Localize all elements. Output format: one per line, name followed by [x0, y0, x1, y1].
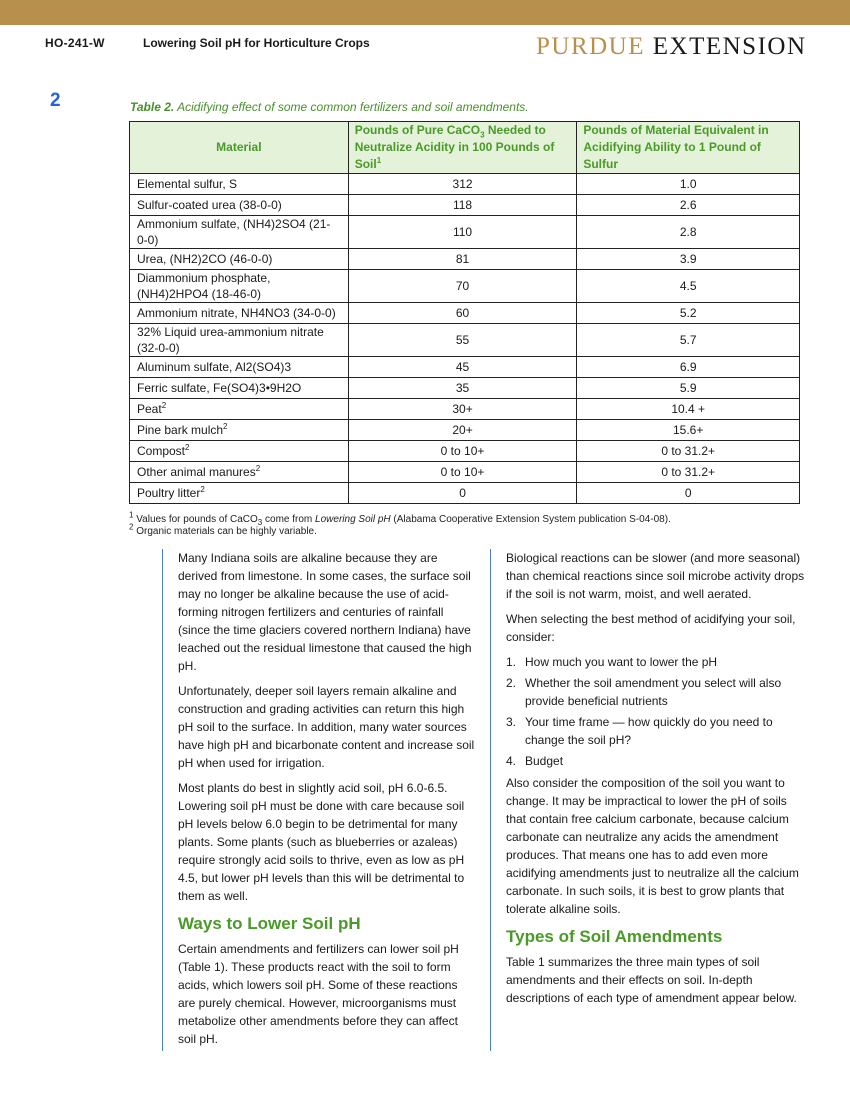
- material-label: Diammonium phosphate, (NH4)2HPO4 (18-46-0): [137, 271, 271, 301]
- footnote1-italic: Lowering Soil pH: [315, 514, 391, 525]
- right-column: [490, 549, 805, 1051]
- footnote-ref: 2: [185, 443, 190, 452]
- table-row: [130, 357, 800, 378]
- list-item: [506, 713, 805, 749]
- table-row: [130, 378, 800, 399]
- list-number: 1.: [506, 655, 517, 669]
- cell-material: [130, 462, 349, 483]
- paragraph: When selecting the best method of acidifying your soil, consider:: [506, 612, 796, 644]
- material-label: Aluminum sulfate, Al2(SO4)3: [137, 360, 292, 374]
- cell-sulfur: 1.0: [577, 174, 800, 195]
- cell-sulfur: 5.7: [577, 324, 800, 357]
- material-label: Other animal manures: [137, 465, 256, 479]
- list-text: How much you want to lower the pH: [525, 655, 718, 669]
- table-footnote-2: $^2$ Organic materials can be highly variable.: [129, 522, 317, 537]
- list-number: 4.: [506, 754, 517, 768]
- header-caco3-a: Pounds of Pure CaCO: [354, 123, 481, 137]
- table-row: [130, 483, 800, 504]
- section-heading: Types of Soil Amendments: [506, 927, 723, 946]
- acidifying-effect-table: [129, 121, 800, 504]
- material-label: Urea, (NH2)2CO (46-0-0): [137, 252, 273, 266]
- table-caption-label: Table 2.: [130, 100, 175, 114]
- cell-sulfur: 10.4 +: [577, 399, 800, 420]
- header-material: Material: [130, 122, 349, 174]
- header-caco3-sub: 3: [480, 130, 485, 140]
- cell-material: [130, 378, 349, 399]
- considerations-list: [506, 653, 805, 770]
- cell-caco3: 110: [348, 216, 577, 249]
- brand-secondary: EXTENSION: [652, 33, 807, 60]
- cell-sulfur: 6.9: [577, 357, 800, 378]
- cell-material: [130, 420, 349, 441]
- footnote2-text: Organic materials can be highly variable.: [136, 526, 317, 537]
- paragraph: Many Indiana soils are alkaline because they are derived from limestone. In some cases, the surface soil may no longer be alkaline because the use of acid-forming nitrogen fertilizers and centuries of rainfall (since the time glaciers covered northern Indiana) have leached out the residual limestone that caused the high pH.: [178, 551, 472, 673]
- cell-material: [130, 174, 349, 195]
- cell-caco3: 70: [348, 270, 577, 303]
- material-label: Elemental sulfur, S: [137, 177, 238, 191]
- table-footnote-1: $^1$ Values for pounds of CaCO$_3$ come from Lowering Soil pH (Alabama Cooperative Extension System publication S-04-08).: [129, 510, 671, 527]
- cell-caco3: 55: [348, 324, 577, 357]
- cell-material: [130, 399, 349, 420]
- table-row: [130, 249, 800, 270]
- list-number: 2.: [506, 676, 517, 690]
- footnote1-c: (Alabama Cooperative Extension System publication S-04-08).: [390, 514, 671, 525]
- cell-sulfur: 0 to 31.2+: [577, 462, 800, 483]
- table-row: [130, 324, 800, 357]
- cell-caco3: 35: [348, 378, 577, 399]
- cell-sulfur: 4.5: [577, 270, 800, 303]
- cell-caco3: 81: [348, 249, 577, 270]
- paragraph: Certain amendments and fertilizers can lower soil pH (Table 1). These products react with the soil to form acids, which lowers soil pH. Some of these reactions are purely chemical. However, microorganisms must metabolize other amendments before they can affect soil pH.: [178, 942, 459, 1046]
- material-label: Ammonium sulfate, (NH4)2SO4 (21-0-0): [137, 217, 331, 247]
- header-caco3-sup: 1: [376, 156, 382, 165]
- table-row: [130, 441, 800, 462]
- paragraph: Table 1 summarizes the three main types of soil amendments and their effects on soil. In-depth descriptions of each type of amendment appear below.: [506, 955, 797, 1005]
- header-sulfur: Pounds of Material Equivalent in Acidifying Ability to 1 Pound of Sulfur: [577, 122, 800, 174]
- cell-sulfur: 0: [577, 483, 800, 504]
- footnote-ref: 2: [223, 422, 228, 431]
- paragraph: Most plants do best in slightly acid soil, pH 6.0-6.5. Lowering soil pH must be done with care because soil pH levels below 6.0 begin to be detrimental for many plants. Some plants (such as blueberries or azaleas) require strongly acid soils to thrive, even as low as pH 4.5, but lower pH levels than this will be detrimental to them as well.: [178, 781, 465, 903]
- footnote1-b: come from: [262, 514, 316, 525]
- document-title: Lowering Soil pH for Horticulture Crops: [143, 36, 370, 50]
- footnote-ref: 2: [161, 401, 167, 410]
- cell-caco3: 118: [348, 195, 577, 216]
- cell-sulfur: 5.9: [577, 378, 800, 399]
- top-color-bar: [0, 0, 850, 25]
- brand-primary: PURDUE: [536, 33, 646, 60]
- cell-sulfur: 5.2: [577, 303, 800, 324]
- cell-material: [130, 195, 349, 216]
- material-label: 32% Liquid urea-ammonium nitrate (32-0-0): [137, 325, 324, 355]
- cell-material: [130, 216, 349, 249]
- table-row: [130, 195, 800, 216]
- cell-sulfur: 2.6: [577, 195, 800, 216]
- left-column: [162, 549, 477, 1051]
- cell-material: [130, 303, 349, 324]
- cell-sulfur: 3.9: [577, 249, 800, 270]
- material-label: Sulfur-coated urea (38-0-0): [137, 198, 282, 212]
- table-row: [130, 270, 800, 303]
- cell-caco3: 60: [348, 303, 577, 324]
- table-row: [130, 303, 800, 324]
- list-item: [506, 653, 805, 671]
- page-number: 2: [50, 90, 61, 111]
- cell-caco3: 0 to 10+: [348, 462, 577, 483]
- material-label: Ferric sulfate, Fe(SO4)3•9H2O: [137, 381, 302, 395]
- header-caco3: [348, 122, 577, 174]
- material-label: Peat: [137, 402, 162, 416]
- table-caption: [130, 100, 529, 114]
- section-heading: Ways to Lower Soil pH: [178, 914, 361, 933]
- material-label: Ammonium nitrate, NH4NO3 (34-0-0): [137, 306, 336, 320]
- footnote-ref: 2: [255, 464, 261, 473]
- cell-caco3: 30+: [348, 399, 577, 420]
- paragraph: Biological reactions can be slower (and more seasonal) than chemical reactions since soil microbe activity drops if the soil is not warm, moist, and well aerated.: [506, 551, 805, 601]
- list-item: [506, 674, 805, 710]
- cell-material: [130, 270, 349, 303]
- cell-material: [130, 441, 349, 462]
- material-label: Compost: [137, 444, 186, 458]
- footnote1-a: Values for pounds of CaCO: [136, 514, 258, 525]
- list-text: Your time frame — how quickly do you need to change the soil pH?: [525, 715, 773, 747]
- header-caco3-b: Needed to Neutralize Acidity in 100 Pounds of Soil: [354, 123, 555, 171]
- footnote-ref: 2: [200, 485, 205, 494]
- cell-material: [130, 324, 349, 357]
- table-row: [130, 216, 800, 249]
- cell-material: [130, 249, 349, 270]
- cell-caco3: 312: [348, 174, 577, 195]
- table-row: [130, 399, 800, 420]
- cell-caco3: 45: [348, 357, 577, 378]
- cell-material: [130, 483, 349, 504]
- list-text: Budget: [525, 754, 564, 768]
- cell-sulfur: 0 to 31.2+: [577, 441, 800, 462]
- cell-caco3: 0 to 10+: [348, 441, 577, 462]
- list-number: 3.: [506, 715, 517, 729]
- material-label: Pine bark mulch: [137, 423, 224, 437]
- table-row: [130, 420, 800, 441]
- paragraph: Also consider the composition of the soil you want to change. It may be impractical to lower the pH of soils that contain free calcium carbonate, because calcium carbonate can neutralize any acids the amendment produces. That means one has to add even more acidifying amendments just to neutralize all the calcium carbonate. In such soils, it is best to grow plants that tolerate alkaline soils.: [506, 776, 799, 916]
- cell-caco3: 20+: [348, 420, 577, 441]
- table-header-row: [130, 122, 800, 174]
- document-code: HO-241-W: [45, 36, 105, 50]
- cell-material: [130, 357, 349, 378]
- list-item: [506, 752, 805, 770]
- table-caption-text: Acidifying effect of some common fertilizers and soil amendments.: [177, 100, 529, 114]
- paragraph: Unfortunately, deeper soil layers remain alkaline and construction and grading activities can return this high pH soil to the surface. In addition, many water sources have high pH and bicarbonate content and increase soil pH when used for irrigation.: [178, 684, 475, 770]
- cell-sulfur: 15.6+: [577, 420, 800, 441]
- cell-sulfur: 2.8: [577, 216, 800, 249]
- material-label: Poultry litter: [137, 486, 201, 500]
- purdue-extension-logo: [536, 33, 807, 61]
- table-row: [130, 174, 800, 195]
- table-row: [130, 462, 800, 483]
- cell-caco3: 0: [348, 483, 577, 504]
- list-text: Whether the soil amendment you select will also provide beneficial nutrients: [525, 676, 782, 708]
